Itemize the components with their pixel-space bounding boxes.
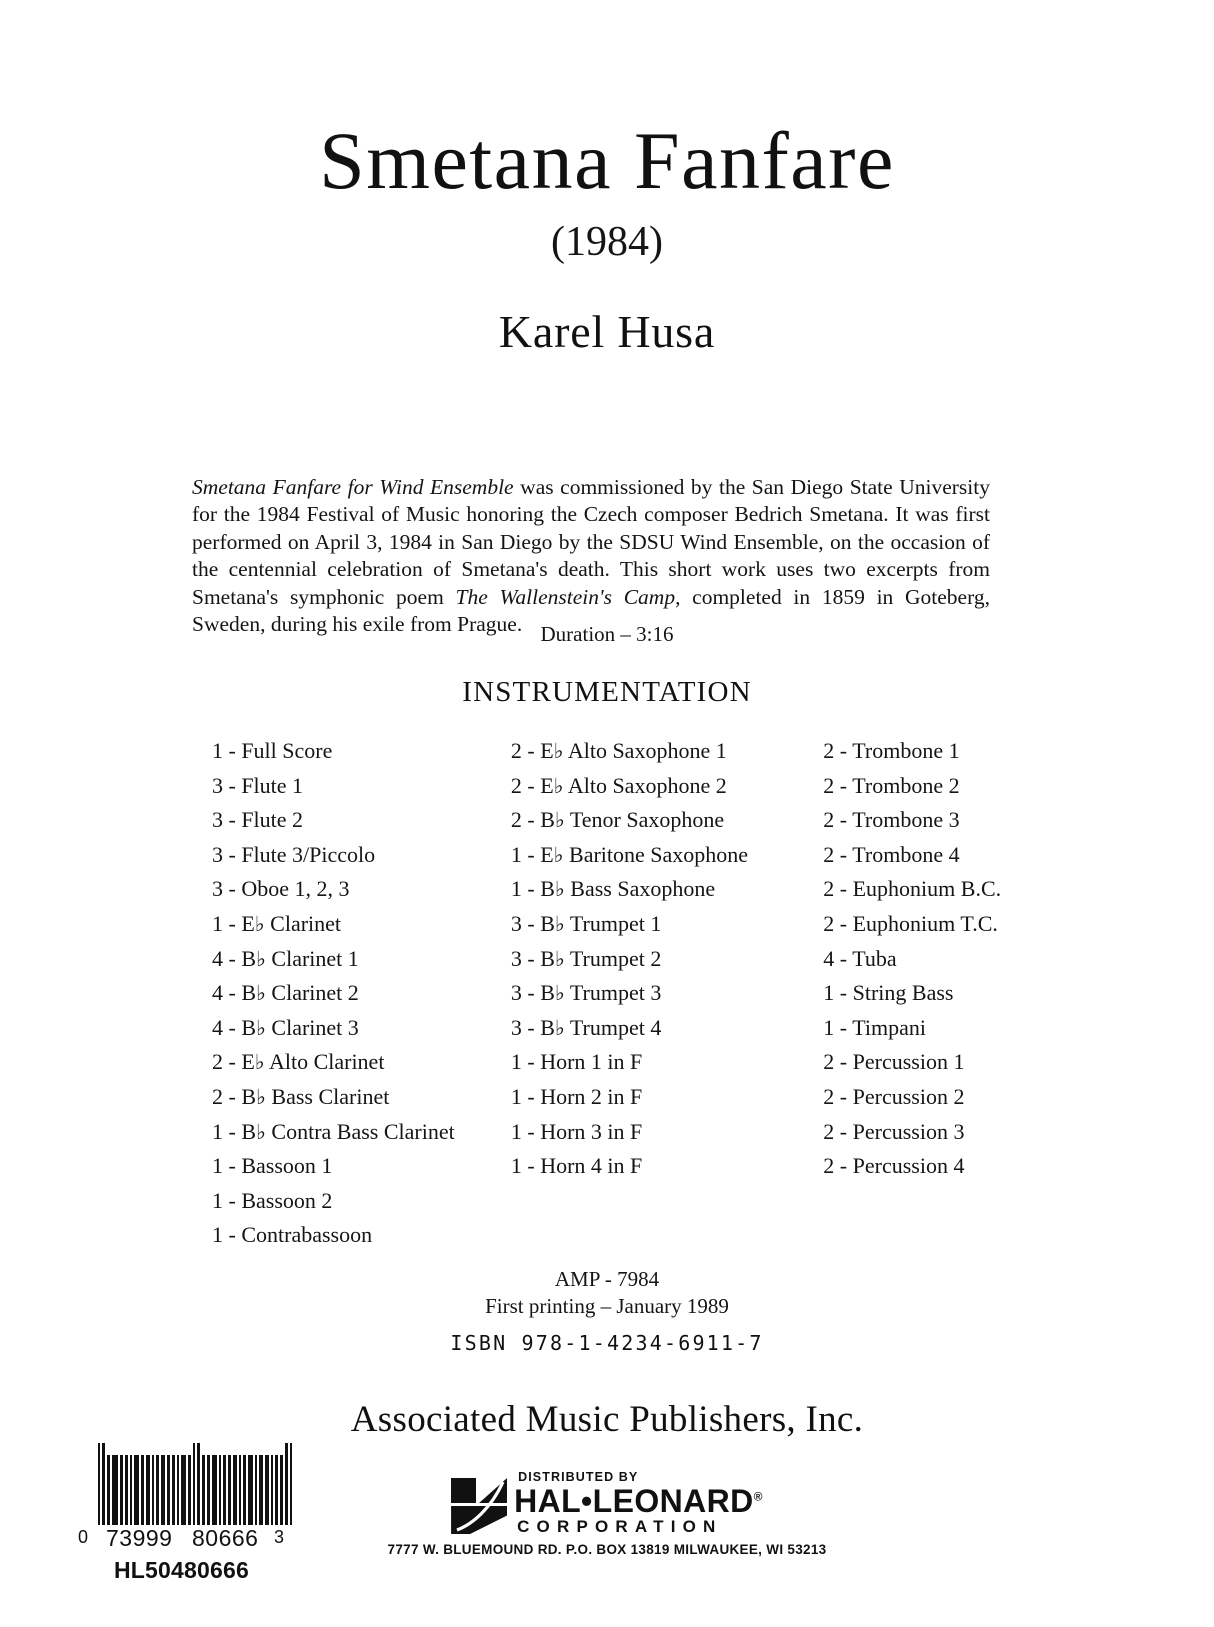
hal-leonard-wordmark: HAL•LEONARD — [514, 1483, 754, 1519]
instrumentation-item: 4 - B♭ Clarinet 1 — [212, 945, 359, 971]
instrumentation-item: 2 - Euphonium B.C. — [823, 876, 1002, 902]
instrumentation-list — [150, 734, 1080, 1253]
instrumentation-heading: INSTRUMENTATION — [462, 676, 752, 708]
upc-group-1: 73999 — [106, 1525, 173, 1551]
instrumentation-item: 3 - B♭ Trumpet 3 — [510, 980, 662, 1006]
program-note-poem-italic: The Wallenstein's Camp — [455, 584, 676, 609]
instrumentation-item: 2 - Trombone 1 — [823, 738, 960, 763]
distributor-logo-row — [451, 1470, 763, 1537]
composition-year: (1984) — [551, 219, 663, 265]
instrumentation-item: 1 - Horn 4 in F — [510, 1153, 643, 1179]
upc-check-digit: 3 — [274, 1527, 285, 1547]
instrumentation-item: 2 - Percussion 4 — [823, 1153, 965, 1179]
hal-leonard-name — [514, 1485, 763, 1517]
instrumentation-item: 1 - Contrabassoon — [212, 1222, 373, 1248]
instrumentation-item: 4 - B♭ Clarinet 3 — [212, 1014, 359, 1040]
instrumentation-item: 1 - Horn 2 in F — [510, 1083, 643, 1109]
upc-digits — [78, 1525, 294, 1551]
instrumentation-item: 2 - Percussion 2 — [823, 1083, 965, 1109]
instrumentation-item: 2 - Percussion 1 — [823, 1049, 965, 1075]
instrumentation-item: 2 - E♭ Alto Saxophone 2 — [510, 772, 727, 798]
composer-name: Karel Husa — [498, 306, 716, 357]
isbn-text: ISBN 978-1-4234-6911-7 — [450, 1331, 764, 1355]
instrumentation-column-3 — [763, 734, 1080, 1253]
instrumentation-item: 1 - String Bass — [823, 980, 954, 1006]
instrumentation-item: 1 - Bassoon 2 — [212, 1187, 333, 1213]
instrumentation-item: 2 - Euphonium T.C. — [823, 910, 998, 936]
catalog-number: AMP - 7984 — [554, 1267, 660, 1291]
instrumentation-item: 2 - B♭ Bass Clarinet — [212, 1083, 390, 1109]
distributor-text — [514, 1470, 763, 1537]
instrumentation-item: 1 - E♭ Clarinet — [212, 910, 342, 936]
printing-info: First printing – January 1989 — [485, 1294, 729, 1318]
instrumentation-item: 3 - Flute 1 — [212, 772, 304, 798]
instrumentation-item: 1 - Timpani — [823, 1014, 926, 1040]
instrumentation-item: 3 - B♭ Trumpet 1 — [510, 910, 662, 936]
instrumentation-item: 2 - Trombone 2 — [823, 772, 960, 798]
instrumentation-item: 1 - Bassoon 1 — [212, 1153, 333, 1179]
upc-leading-digit: 0 — [78, 1527, 89, 1547]
instrumentation-column-1 — [150, 734, 456, 1253]
program-note-body-2: , completed in 1859 in Goteberg, Sweden, during his exile from Prague. — [192, 584, 990, 636]
instrumentation-item: 3 - Flute 2 — [212, 807, 304, 833]
instrumentation-item: 3 - Oboe 1, 2, 3 — [212, 876, 350, 902]
instrumentation-item: 3 - B♭ Trumpet 4 — [510, 1014, 662, 1040]
publisher-name: Associated Music Publishers, Inc. — [350, 1399, 864, 1440]
instrumentation-item: 2 - Percussion 3 — [823, 1118, 965, 1144]
hl-product-number: HL50480666 — [114, 1557, 249, 1583]
instrumentation-column-2 — [456, 734, 763, 1253]
instrumentation-item: 2 - Trombone 3 — [823, 807, 960, 833]
instrumentation-item: 1 - E♭ Baritone Saxophone — [510, 841, 749, 867]
instrumentation-item: 1 - Horn 3 in F — [510, 1118, 643, 1144]
instrumentation-item: 1 - B♭ Contra Bass Clarinet — [212, 1118, 455, 1144]
hal-leonard-logo-icon — [451, 1478, 507, 1534]
instrumentation-item: 1 - B♭ Bass Saxophone — [510, 876, 716, 902]
upc-group-2: 80666 — [192, 1525, 259, 1551]
instrumentation-item: 2 - E♭ Alto Saxophone 1 — [510, 738, 727, 763]
instrumentation-item: 4 - Tuba — [823, 945, 897, 971]
program-note-title-italic: Smetana Fanfare for Wind Ensemble — [192, 474, 514, 499]
instrumentation-item: 1 - Full Score — [212, 738, 333, 763]
registered-trademark-icon: ® — [753, 1489, 763, 1504]
program-note-body-1: was commissioned by the San Diego State University for the 1984 Festival of Music honoring the Czech composer Bedrich Smetana. It was first performed on April 3, 1984 in San Diego by the SDSU Wind Ensemble, on the occasion of the centennial celebration of Smetana's death. This short work uses two excerpts from Smetana's symphonic poem — [192, 474, 991, 609]
instrumentation-item: 2 - Trombone 4 — [823, 841, 960, 867]
instrumentation-item: 1 - Horn 1 in F — [510, 1049, 643, 1075]
instrumentation-item: 2 - B♭ Tenor Saxophone — [510, 807, 725, 833]
program-note — [192, 474, 990, 639]
duration-line: Duration – 3:16 — [540, 622, 674, 646]
barcode-block — [78, 1443, 294, 1584]
instrumentation-item: 2 - E♭ Alto Clarinet — [212, 1049, 385, 1075]
upc-barcode-icon — [98, 1443, 294, 1525]
page-title: Smetana Fanfare — [319, 115, 895, 206]
distributed-by-label: DISTRIBUTED BY — [518, 1470, 639, 1484]
instrumentation-item: 3 - B♭ Trumpet 2 — [510, 945, 662, 971]
corporation-label: CORPORATION — [517, 1517, 723, 1536]
instrumentation-item: 3 - Flute 3/Piccolo — [212, 841, 376, 867]
instrumentation-item: 4 - B♭ Clarinet 2 — [212, 980, 359, 1006]
distributor-address: 7777 W. BLUEMOUND RD. P.O. BOX 13819 MILWAUKEE, WI 53213 — [387, 1542, 827, 1558]
